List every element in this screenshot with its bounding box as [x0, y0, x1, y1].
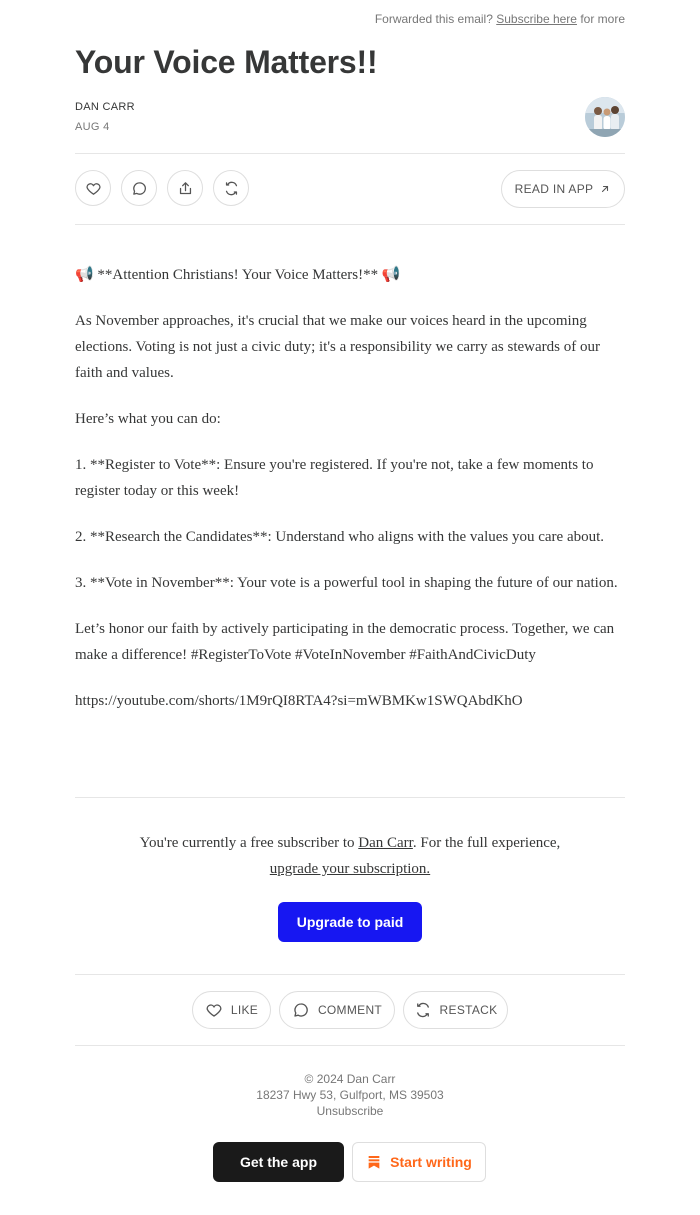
heart-icon [85, 180, 102, 197]
comment-button[interactable] [121, 170, 157, 206]
body-paragraph-5: 2. **Research the Candidates**: Understand who aligns with the values you care about. [75, 529, 605, 545]
divider-body [75, 797, 625, 798]
like-label: LIKE [230, 1003, 259, 1017]
arrow-up-right-icon [599, 183, 611, 195]
body-paragraph-7: Let’s honor our faith by actively participating in the democratic process. Together, we can make a difference! #RegisterToVote #VoteInNovember #FaithAndCivicDuty [75, 621, 615, 663]
address: 18237 Hwy 53, Gulfport, MS 39503 [256, 1088, 444, 1102]
divider-upgrade [75, 974, 625, 975]
restack-icon [223, 180, 240, 197]
restack-pill-button[interactable] [403, 991, 508, 1029]
share-button[interactable] [167, 170, 203, 206]
unsubscribe-link[interactable]: Unsubscribe [316, 1104, 384, 1118]
subscribe-link[interactable]: Subscribe here [496, 12, 577, 26]
body-link[interactable]: https://youtube.com/shorts/1M9rQI8RTA4?si=mWBMKw1SWQAbdKhO [75, 693, 523, 709]
forward-note [375, 12, 625, 26]
like-button[interactable] [75, 170, 111, 206]
get-the-app-button[interactable]: Get the app [213, 1142, 344, 1182]
author-link[interactable]: Dan Carr [358, 835, 413, 851]
author-name[interactable]: DAN CARR [75, 101, 135, 113]
restack-icon [414, 1001, 432, 1019]
avatar[interactable] [585, 97, 625, 137]
comment-icon [131, 180, 148, 197]
restack-label: RESTACK [439, 1003, 498, 1017]
restack-button[interactable] [213, 170, 249, 206]
copyright: © 2024 Dan Carr [304, 1072, 396, 1086]
comment-pill-button[interactable] [279, 991, 395, 1029]
forward-suffix: for more [580, 12, 625, 26]
post-body [75, 262, 627, 734]
footer [75, 1071, 625, 1119]
read-in-app-button[interactable] [501, 170, 625, 208]
upgrade-to-paid-button[interactable]: Upgrade to paid [278, 902, 422, 942]
heart-icon [205, 1001, 223, 1019]
divider-top [75, 153, 625, 154]
upgrade-link[interactable]: upgrade your subscription. [269, 861, 431, 877]
divider-actions [75, 224, 625, 225]
substack-logo-icon [366, 1154, 382, 1170]
post-title: Your Voice Matters!! [75, 44, 378, 80]
divider-footer [75, 1045, 625, 1046]
post-date: AUG 4 [75, 121, 110, 133]
comment-label: COMMENT [317, 1003, 383, 1017]
subscription-note [75, 830, 625, 882]
body-paragraph-2: As November approaches, it's crucial that we make our voices heard in the upcoming elections. Voting is not just a civic duty; it's a responsibility we carry as stewards of our faith and values. [75, 313, 600, 381]
body-paragraph-4: 1. **Register to Vote**: Ensure you're registered. If you're not, take a few moments to register today or this week! [75, 457, 594, 499]
start-writing-button[interactable] [352, 1142, 486, 1182]
avatar-image [585, 97, 625, 137]
comment-icon [292, 1001, 310, 1019]
like-pill-button[interactable] [192, 991, 271, 1029]
read-in-app-label: READ IN APP [514, 182, 594, 196]
forward-prefix: Forwarded this email? [374, 12, 493, 26]
subscription-prefix: You're currently a free subscriber to [139, 835, 355, 851]
body-paragraph-1: 📢 **Attention Christians! Your Voice Matters!** 📢 [75, 267, 401, 283]
body-paragraph-6: 3. **Vote in November**: Your vote is a powerful tool in shaping the future of our nation. [75, 575, 618, 591]
subscription-middle: . For the full experience, [412, 835, 561, 851]
share-icon [177, 180, 194, 197]
start-writing-label: Start writing [390, 1154, 472, 1170]
body-paragraph-3: Here’s what you can do: [75, 411, 221, 427]
